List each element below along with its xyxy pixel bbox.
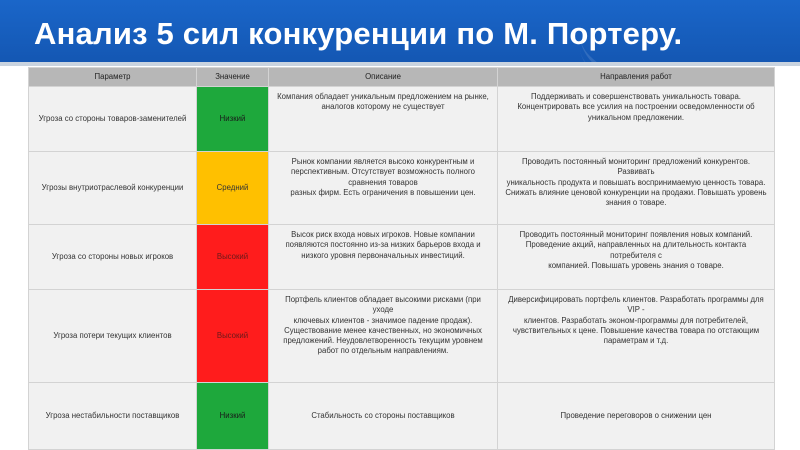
directions-cell: Проводить постоянный мониторинг предложений конкурентов. Развивать уникальность продукта и повышать воспринимаемую ценность товара. Снижать влияние ценовой конкуренции на продажи. Повышать уровень знания о товаре. [498, 152, 775, 225]
value-cell-low: Низкий [197, 383, 269, 450]
value-cell-high: Высокий [197, 290, 269, 383]
parameter-cell: Угроза со стороны товаров-заменителей [29, 87, 197, 152]
description-cell: Высок риск входа новых игроков. Новые компании появляются постоянно из-за низких барьеров входа и низкого уровня первоначальных инвестиций. [269, 225, 498, 290]
table-row [29, 152, 775, 225]
value-cell-high: Высокий [197, 225, 269, 290]
column-header-description: Описание [269, 68, 498, 87]
description-cell: Портфель клиентов обладает высокими рисками (при уходе ключевых клиентов - значимое падение продаж). Существование менее качественных, но экономичных предложений. Неудовлетворенность текущим уровнем работ по отдельным направлениям. [269, 290, 498, 383]
description-cell: Стабильность со стороны поставщиков [269, 383, 498, 450]
value-cell-medium: Средний [197, 152, 269, 225]
directions-cell: Проведение переговоров о снижении цен [498, 383, 775, 450]
table-row [29, 87, 775, 152]
porter-analysis-table [28, 67, 775, 450]
table-header-row [29, 68, 775, 87]
directions-cell: Диверсифицировать портфель клиентов. Разработать программы для VIP - клиентов. Разработать эконом-программы для потребителей, чувствительных к цене. Повышение качества товара по отстающим параметрам и т.д. [498, 290, 775, 383]
description-cell: Рынок компании является высоко конкурентным и перспективным. Отсутствует возможность полного сравнения товаров разных фирм. Есть ограничения в повышении цен. [269, 152, 498, 225]
column-header-value: Значение [197, 68, 269, 87]
parameter-cell: Угроза потери текущих клиентов [29, 290, 197, 383]
table-row [29, 383, 775, 450]
description-cell: Компания обладает уникальным предложением на рынке, аналогов которому не существует [269, 87, 498, 152]
column-header-directions: Направления работ [498, 68, 775, 87]
directions-cell: Поддерживать и совершенствовать уникальность товара. Концентрировать все усилия на построении осведомленности об уникальном предложении. [498, 87, 775, 152]
parameter-cell: Угроза со стороны новых игроков [29, 225, 197, 290]
table-row [29, 290, 775, 383]
title-banner [0, 0, 800, 62]
parameter-cell: Угрозы внутриотраслевой конкуренции [29, 152, 197, 225]
table-row [29, 225, 775, 290]
column-header-parameter: Параметр [29, 68, 197, 87]
title-divider [0, 62, 800, 66]
page-title: Анализ 5 сил конкуренции по М. Портеру. [34, 16, 683, 51]
parameter-cell: Угроза нестабильности поставщиков [29, 383, 197, 450]
value-cell-low: Низкий [197, 87, 269, 152]
directions-cell: Проводить постоянный мониторинг появления новых компаний. Проведение акций, направленных на длительность контакта потребителя с компанией. Повышать уровень знания о товаре. [498, 225, 775, 290]
